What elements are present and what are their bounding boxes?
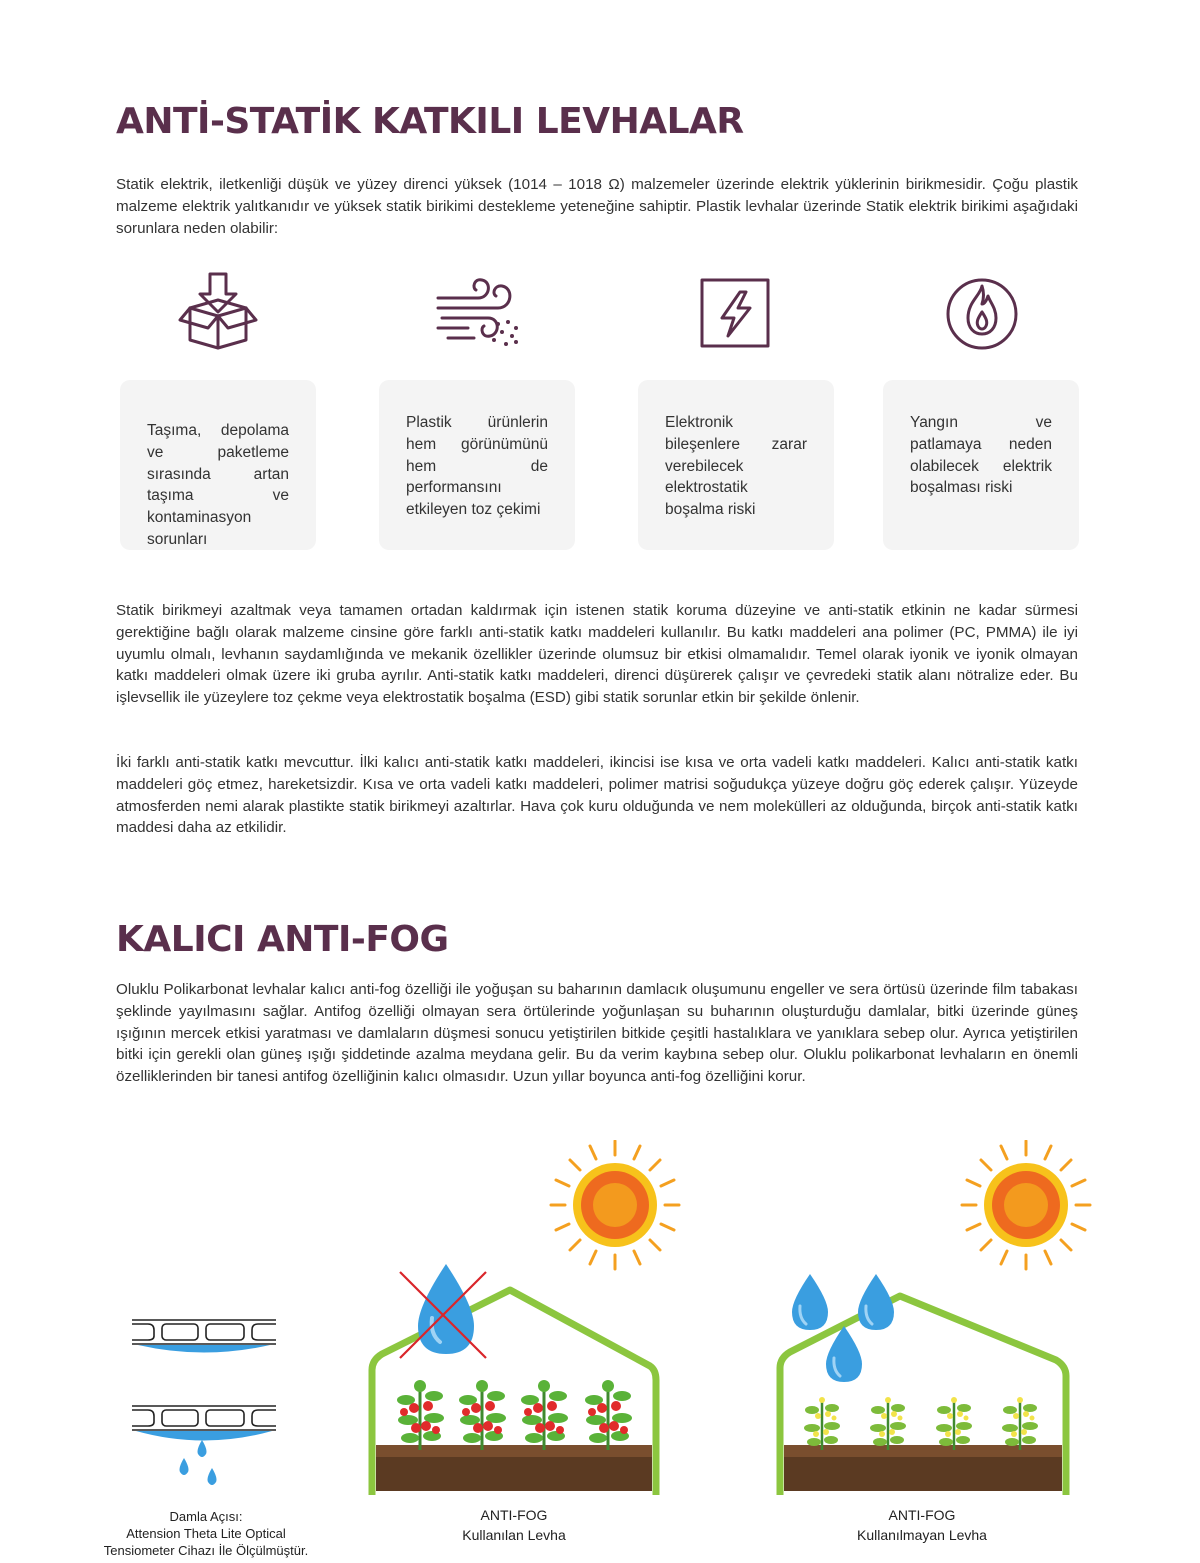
antifog-paragraph: Oluklu Polikarbonat levhalar kalıcı anti-fog özelliği ile yoğuşan su baharının damlacık oluşumunu engeller ve sera örtüsü üzerinde film tabakası şeklinde yayılmasını sağlar. Antifog özelliği olmayan sera örtülerinde yoğunlaşan su buharının oluşturduğu damlalar, bitki üzerinde güneş ışığının mercek etkisi yaratması ve damlaların düşmesi sonucu yetiştirilen bitkide çeşitli hastalıklara ve yanıklara sebep olur. Ayrıca yetiştirilen bitki için gerekli olan güneş ışığı şiddetinde azalma meydana gelir. Bu da verim kaybına sebep olur. Oluklu polikarbonat levhaların en önemli özelliklerinden bir tanesi antifog özelliğinin kalıcı olmasıdır. Uzun yıllar boyunca anti-fog özelliğini korur.	[116, 981, 1078, 1086]
caption-line: Kullanılmayan Levha	[857, 1527, 987, 1543]
caption-line: Tensiometer Cihazı İle Ölçülmüştür.	[103, 1543, 309, 1558]
water-drops	[792, 1274, 894, 1382]
problem-card-electronics	[638, 380, 834, 550]
greenhouse-not-used-caption	[822, 1505, 1022, 1545]
lightning-icon	[688, 268, 788, 368]
problem-card-dust	[379, 380, 575, 550]
section-title-antifog: KALICI ANTI-FOG	[116, 919, 449, 960]
sun-icon	[962, 1141, 1090, 1269]
caption-line: Damla Açısı:	[169, 1509, 243, 1524]
problem-card-text: Taşıma, depolama ve paketleme sırasında artan taşıma ve kontaminasyon sorunları	[147, 422, 289, 548]
intro-paragraph: Statik elektrik, iletkenliği düşük ve yüzey direnci yüksek (1014 – 1018 Ω) malzemeler üzerinde elektrik yüklerinin birikmesidir. Çoğu plastik malzeme elektrik yalıtkanıdır ve yüksek statik birikimi destekleme yeteneğine sahiptir. Plastik levhalar üzerinde Statik elektrik birikimi aşağıdaki sorunlara neden olabilir:	[116, 176, 1078, 237]
caption-line: ANTI-FOG	[480, 1507, 548, 1523]
problem-card-fire	[883, 380, 1079, 550]
sun-icon	[551, 1141, 679, 1269]
sheet-droplet-diagram	[128, 1310, 280, 1490]
wind-dust-icon	[428, 268, 528, 368]
droplet-angle-caption	[86, 1508, 326, 1559]
fire-icon	[932, 268, 1032, 368]
section-title-antistatic: ANTİ-STATİK KATKILI LEVHALAR	[116, 101, 744, 142]
problem-card-text: Elektronik bileşenlere zarar verebilecek elektrostatik boşalma riski	[665, 414, 807, 519]
greenhouse-antifog-used	[360, 1140, 700, 1500]
antistatic-paragraph-2: İki farklı anti-statik katkı mevcuttur. İlki kalıcı anti-statik katkı maddeleri, ikincisi ise kısa ve orta vadeli katkı maddeleri. Kalıcı anti-statik katkı maddeleri göç etmez, hareketsizdir. Kısa ve orta vadeli katkı maddeleri, polimer matrisi soğudukça yüzeye doğru göç ederek çalışır. Yüzeyde atmosferden nemi alarak plastikte statik birikmeyi azaltırlar. Hava çok kuru olduğunda ve nem molekülleri az olduğunda, birçok anti-statik katkı maddesi daha az etkilidir.	[116, 754, 1078, 837]
box-download-icon	[168, 268, 268, 368]
caption-line: Kullanılan Levha	[462, 1527, 566, 1543]
problem-card-transport	[120, 380, 316, 550]
weak-plants	[804, 1397, 1038, 1450]
greenhouse-used-caption	[414, 1505, 614, 1545]
tomato-plants	[397, 1380, 632, 1450]
caption-line: Attension Theta Lite Optical	[126, 1526, 286, 1541]
problem-card-text: Yangın ve patlamaya neden olabilecek elektrik boşalması riski	[910, 414, 1052, 497]
problem-card-text: Plastik ürünlerin hem görünümünü hem de performansını etkileyen toz çekimi	[406, 414, 548, 519]
caption-line: ANTI-FOG	[888, 1507, 956, 1523]
greenhouse-antifog-not-used	[770, 1140, 1100, 1500]
antistatic-paragraph-1: Statik birikmeyi azaltmak veya tamamen ortadan kaldırmak için istenen statik koruma düzeyine ve anti-statik etkinin ne kadar sürmesi gerektiğine bağlı olarak malzeme cinsine göre farklı anti-statik katkı maddeleri kullanılır. Bu katkı maddeleri ana polimer (PC, PMMA) ile iyi uyumlu olmalı, levhanın saydamlığında ve mekanik özellikler üzerinde olumsuz bir etkisi olmamalıdır. Temel olarak iyonik ve iyonik olmayan katkı maddeleri olmak üzere iki gruba ayrılır. Anti-statik katkı maddeleri, direnci düşürerek çalışır ve çevredeki statik alanı nötralize eder. Bu işlevsellik ile yüzeylere toz çekme veya elektrostatik boşalma (ESD) gibi statik sorunlar etkin bir şekilde önlenir.	[116, 602, 1078, 707]
